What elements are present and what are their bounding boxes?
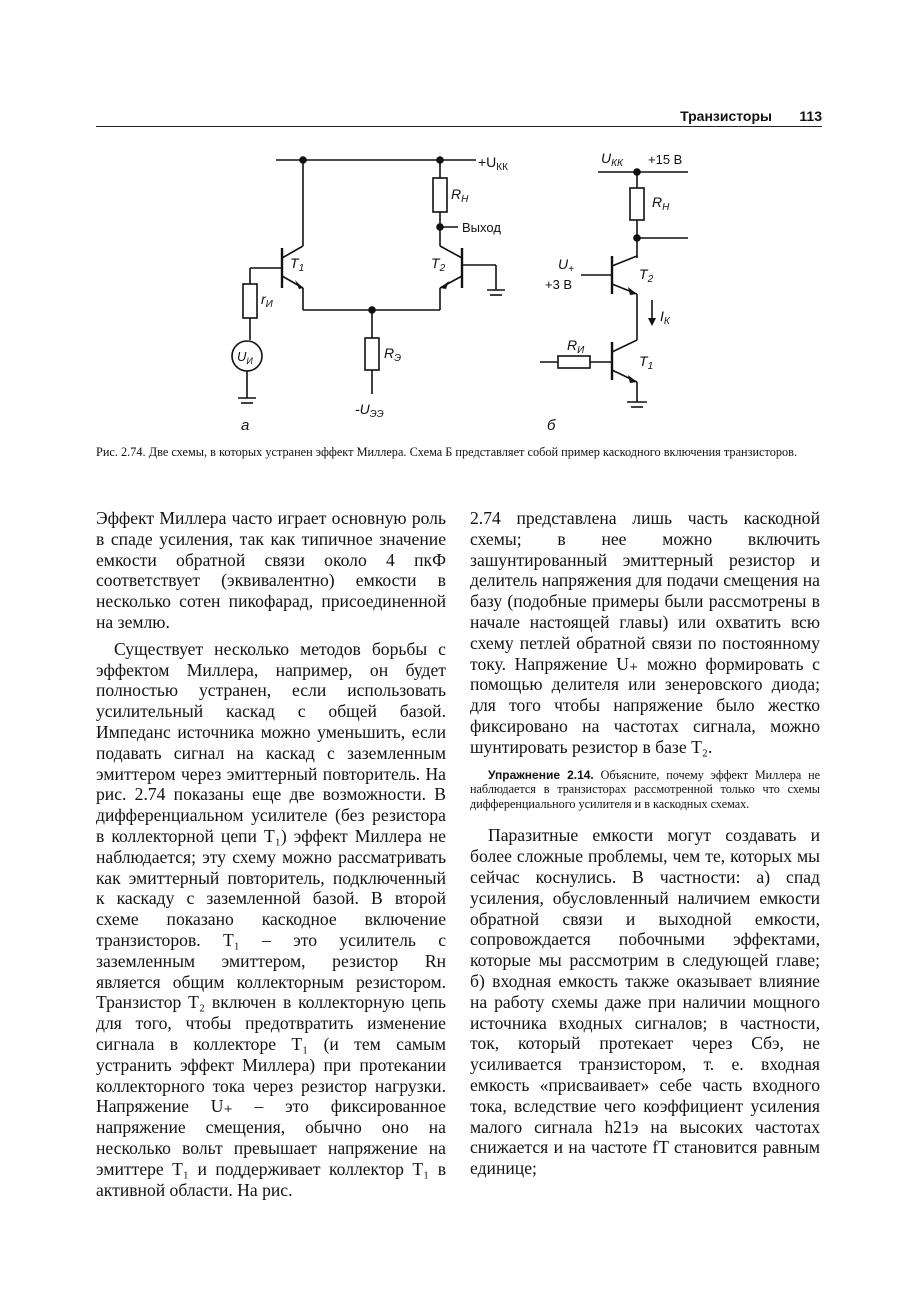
- figure-caption: Рис. 2.74. Две схемы, в которых устранен эффект Миллера. Схема Б представляет собой пример каскодного включения транзисторов.: [96, 445, 798, 459]
- label-t2-b: $T_2$: [639, 266, 654, 285]
- label-vcc-b: $U_{КК}$: [601, 150, 623, 169]
- paragraph: Эффект Миллера часто играет основную роль в спаде усиления, так как типичное значение емкости обратной связи около 4 пкФ соответствует (эквивалентно) емкости в несколько сотен пикофарад, присоединенной на землю.: [96, 508, 446, 632]
- label-ri-b: $R_И$: [567, 337, 585, 356]
- paragraph: 2.74 представлена лишь часть каскодной схемы; в нее можно включить зашунтированный эмиттерный резистор и делитель напряжения для подачи смещения на базу (подобные примеры были рассмотрены в начале настоящей главы) или охватить всю схему петлей обратной связи по постоянному току. Напряжение U₊ можно формировать с помощью делителя или зенеровского диода; для того чтобы напряжение было жестко фиксировано на частотах сигнала, можно шунтировать резистор в базе T₂.: [470, 508, 820, 757]
- paragraph: Существует несколько методов борьбы с эффектом Миллера, например, он будет полностью устранен, если использовать усилительный каскад с общей базой. Импеданс источника можно уменьшить, если подавать сигнал на каскад с заземленным эмиттером через эмиттерный повторитель. На рис. 2.74 показаны еще две возможности. В дифференциальном усилителе (без резистора в коллекторной цепи T₁) эффект Миллера не наблюдается; эту схему можно рассматривать как эмиттерный повторитель, подключенный к каскаду с заземленной базой. В второй схеме показано каскодное включение транзисторов. T₁ – это усилитель с заземленным эмиттером, резистор Rн является общим коллекторным резистором. Транзистор T₂ включен в коллекторную цепь для того, чтобы предотвратить изменение сигнала в коллекторе T₁ (и тем самым устранить эффект Миллера) при протекании коллекторного тока через резистор нагрузки. Напряжение U₊ – это фиксированное напряжение смещения, обычно оно на несколько вольт превышает напряжение на эмиттере T₁ и поддерживает коллектор T₁ в активной области. На рис.: [96, 638, 446, 1200]
- label-rn-a: $R_Н$: [451, 186, 469, 205]
- exercise-label: Упражнение 2.14.: [488, 767, 594, 782]
- circuit-figure: [0, 0, 918, 440]
- label-vee: $-U_{ЭЭ}$: [355, 401, 384, 420]
- page-number: 113: [799, 108, 822, 124]
- label-re: $R_Э$: [384, 345, 402, 364]
- label-t2-a: $T_2$: [431, 255, 446, 274]
- label-fig-a: а: [241, 417, 250, 434]
- section-title: Транзисторы: [680, 108, 772, 124]
- label-vcc-a: $+U_{КК}$: [478, 154, 508, 173]
- label-output: Выход: [462, 220, 501, 235]
- exercise: [470, 768, 820, 812]
- label-uplus-value: +3 В: [545, 277, 573, 292]
- label-t1-a: $T_1$: [290, 255, 305, 274]
- label-rn-b: $R_Н$: [652, 194, 670, 213]
- label-ui: $U_И$: [237, 349, 253, 366]
- label-uplus: $U_+$: [558, 256, 574, 275]
- exercise-text: Объясните, почему эффект Миллера не наблюдается в транзисторах рассмотренной только что схемы дифференциального усилителя и в каскодных схемах.: [470, 767, 821, 811]
- label-ik: $I_К$: [660, 308, 670, 327]
- paragraph: Паразитные емкости могут создавать и более сложные проблемы, чем те, которых мы сейчас коснулись. В частности: а) спад усиления, обусловленный наличием емкости обратной связи и выходной емкости, сопровождается побочными эффектами, которые мы рассмотрим в следующей главе; б) входная емкость также оказывает влияние на работу схемы даже при наличии мощного источника входных сигналов; в частности, ток, который протекает через Cбэ, не усиливается транзистором, т. е. входная емкость «присваивает» себе часть входного тока, вследствие чего коэффициент усиления малого сигнала h21э на высоких частотах снижается и на частоте fT становится равным единице;: [470, 825, 820, 1179]
- label-ri-a: $r_И$: [261, 291, 273, 310]
- label-t1-b: $T_1$: [639, 353, 654, 372]
- label-fig-b: б: [547, 417, 556, 434]
- left-column: [96, 508, 446, 1200]
- right-column: [470, 508, 820, 1179]
- label-vcc-b-value: +15 В: [648, 152, 683, 167]
